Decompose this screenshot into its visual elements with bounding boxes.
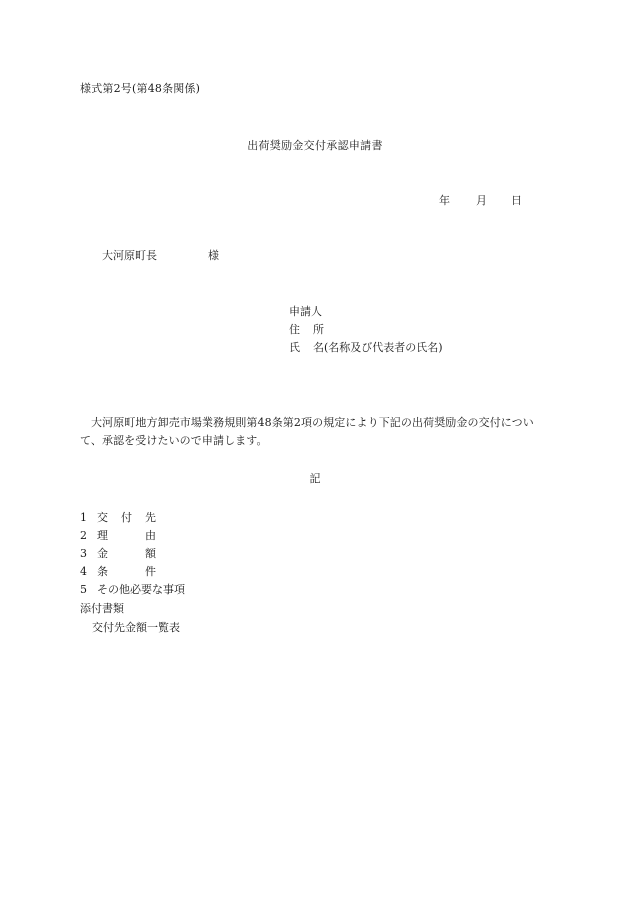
date-year-label: 年 [439,194,450,207]
item-label-char: 理 [97,529,108,542]
item-amount [80,548,157,559]
attachments-heading: 添付書類 [80,602,124,615]
ki-heading: 記 [309,472,321,485]
item-label-char: 条 [97,565,108,578]
item-reason [80,530,157,541]
addressee-name: 大河原町長 [102,249,157,262]
document-title: 出荷奨励金交付承認申請書 [247,139,383,152]
name-label-first: 氏 [289,341,300,354]
name-label-second: 名(名称及び代表者の氏名) [313,341,443,354]
addressee-honorific: 様 [208,249,219,262]
item-label-char: 金 [97,547,108,560]
item-number: 5 [80,583,87,596]
date-day-label: 日 [511,194,522,207]
applicant-label: 申請人 [289,305,322,318]
item-label-char: 交 [97,511,108,524]
item-recipient [80,512,157,523]
item-number: 4 [80,565,87,578]
body-paragraph: 大河原町地方卸売市場業務規則第48条第2項の規定により下記の出荷奨励金の交付について、承認を受けたいので申請します。 [80,416,534,447]
item-number: 1 [80,511,87,524]
item-other-matters [80,584,185,595]
item-number: 2 [80,529,87,542]
attachment-item: 交付先金額一覧表 [92,621,180,634]
item-number: 3 [80,547,87,560]
item-label-char: 付 [121,511,132,524]
item-label-char: 由 [145,529,156,542]
address-label-second: 所 [313,323,324,336]
item-label-char: 先 [145,511,156,524]
date-month-label: 月 [476,194,487,207]
item-label-char: 件 [145,565,156,578]
item-conditions [80,566,157,577]
applicant-address-row [289,324,324,335]
applicant-name-row [289,342,443,353]
address-label-first: 住 [289,323,300,336]
item-label-char: 額 [145,547,156,560]
form-number: 様式第2号(第48条関係) [80,82,201,95]
item-label: その他必要な事項 [97,583,185,596]
